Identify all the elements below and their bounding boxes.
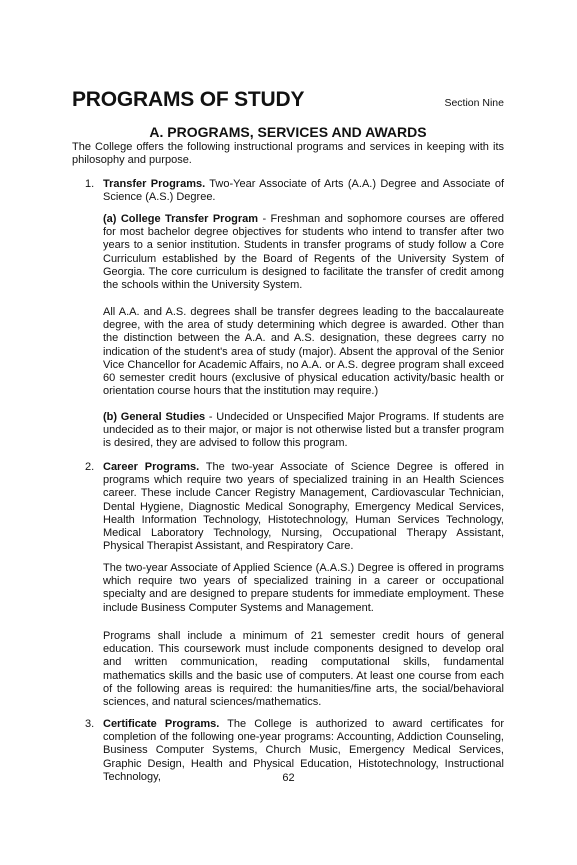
page-number: 62 bbox=[282, 772, 295, 784]
subsection-heading: (a) College Transfer Program bbox=[103, 213, 259, 225]
item-text: Two-Year Associate of Arts (A.A.) Degree and Associate of Science (A.S.) Degree. bbox=[103, 178, 505, 204]
subsection-text: - Undecided or Unspecified Major Programs. If students are undecided as to their major, or major is not otherwise listed but a transfer program is desired, they are advised to follow this program. bbox=[103, 411, 504, 450]
intro-paragraph: The College offers the following instructional programs and services in keeping with its philosophy and purpose. bbox=[72, 141, 504, 167]
item-text: The College is authorized to award certificates for completion of the following one-year programs: Accounting, Addiction Counseling, Business Computer Systems, Church Music, Emergency Medical Services, Graphic Design, Health and Physical Education, Histotechnology, Instructional Technology, bbox=[103, 718, 504, 783]
body-paragraph: All A.A. and A.S. degrees shall be transfer degrees leading to the baccalaureate degree, with the area of study determining which degree is awarded. Other than the distinction between the A.A. and A.S. designation, these degrees carry no indication of the student's area of study (major). Absent the approval of the Senior Vice Chancellor for Academic Affairs, no A.A. or A.S. degree program shall exceed 60 semester credit hours (exclusive of physical education activity/basic health or orientation course hours that the institution may require.) bbox=[103, 306, 504, 398]
section-label: Section Nine bbox=[444, 97, 504, 109]
body-paragraph: Programs shall include a minimum of 21 semester credit hours of general education. This coursework must include components designed to develop oral and written communication, reading computational skills, fundamental mathematics skills and the basic use of computers. At least one course from each of the following areas is required: the humanities/fine arts, the social/behavioral sciences, and natural sciences/mathematics. bbox=[103, 630, 504, 709]
section-heading: A. PROGRAMS, SERVICES AND AWARDS bbox=[149, 124, 427, 140]
page-title: PROGRAMS OF STUDY bbox=[72, 88, 305, 111]
subsection-heading: (b) General Studies bbox=[103, 411, 206, 423]
item-heading: Career Programs. bbox=[103, 461, 200, 473]
item-number: 1. bbox=[85, 178, 95, 190]
body-paragraph: The two-year Associate of Applied Science (A.A.S.) Degree is offered in programs which require two years of specialized training in a career or occupational specialty and are designed to prepare students for immediate employment. These include Business Computer Systems and Management. bbox=[103, 562, 504, 614]
item-paragraph bbox=[103, 461, 504, 553]
item-number: 3. bbox=[85, 718, 95, 730]
subsection-paragraph bbox=[103, 213, 504, 292]
page-header bbox=[72, 88, 504, 118]
subsection-paragraph bbox=[103, 411, 504, 451]
item-paragraph bbox=[103, 178, 504, 204]
item-heading: Transfer Programs. bbox=[103, 178, 206, 190]
subsection-text: - Freshman and sophomore courses are offered for most bachelor degree objectives for students who intend to transfer after two years to a senior institution. Students in transfer programs of study follow a Core Curriculum established by the Board of Regents of the University System of Georgia. The core curriculum is designed to facilitate the transfer of credit among the schools within the University System. bbox=[103, 213, 504, 292]
item-text: The two-year Associate of Science Degree is offered in programs which require two years of specialized training in an Health Sciences career. These include Cancer Registry Management, Cardiovascular Technician, Dental Hygiene, Diagnostic Medical Sonography, Emergency Medical Services, Health Information Technology, Histotechnology, Human Services Technology, Medical Laboratory Technology, Nursing, Occupational Therapy Assistant, Physical Therapist Assistant, and Respiratory Care. bbox=[103, 461, 505, 553]
item-number: 2. bbox=[85, 461, 95, 473]
item-heading: Certificate Programs. bbox=[103, 718, 220, 730]
